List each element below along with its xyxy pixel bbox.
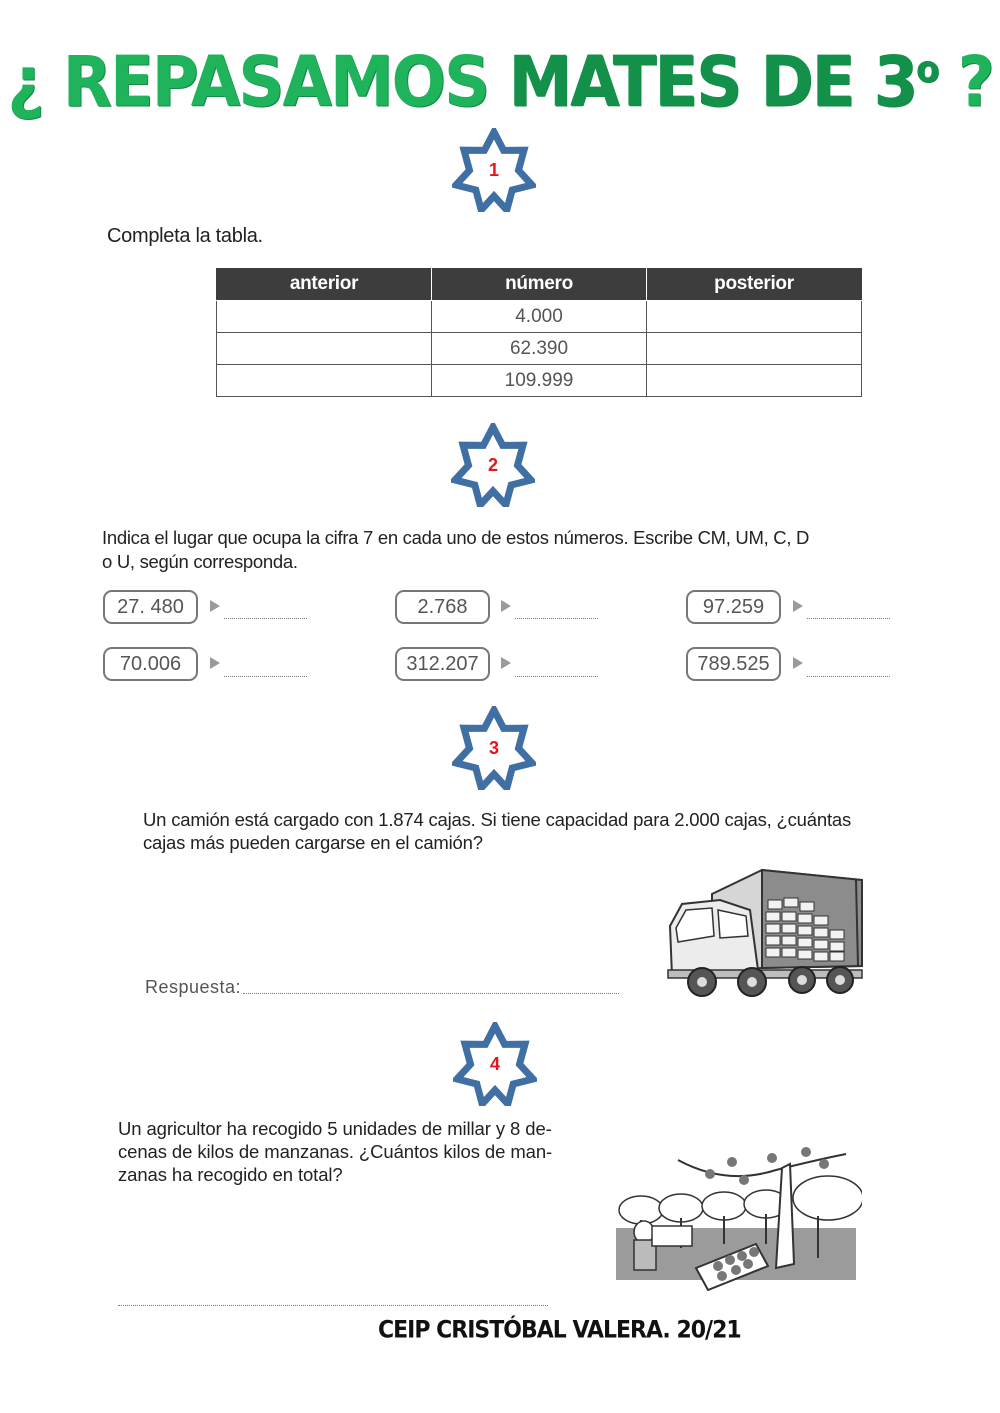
problem-line-2: cajas más pueden cargarse en el camión? — [143, 832, 483, 853]
answer-line[interactable] — [515, 676, 598, 677]
problem-line-2: cenas de kilos de manzanas. ¿Cuántos kilos de man- — [118, 1141, 553, 1162]
answer-line[interactable] — [807, 618, 890, 619]
number-cell: 109.999 — [432, 365, 647, 397]
answer-line[interactable] — [807, 676, 890, 677]
title-part-1: ¿ REPASAMOS — [7, 42, 509, 123]
exercise-2-instruction — [102, 526, 809, 574]
title-part-2: MATES DE 3 — [508, 42, 916, 123]
table-row — [217, 365, 862, 397]
title-superscript: o — [915, 47, 938, 92]
answer-line[interactable] — [224, 676, 307, 677]
truck-with-boxes-illustration — [662, 866, 868, 1000]
table-row — [217, 333, 862, 365]
table-header-row — [217, 268, 862, 301]
answer-line[interactable] — [243, 993, 619, 994]
exercise-number: 3 — [488, 737, 499, 758]
number-box: 312.207 — [395, 647, 490, 681]
instruction-line-2: o U, según corresponda. — [102, 551, 298, 572]
number-box: 789.525 — [686, 647, 781, 681]
number-cell: 62.390 — [432, 333, 647, 365]
page-title — [0, 24, 1000, 128]
answer-line[interactable] — [224, 618, 307, 619]
exercise-number: 1 — [488, 159, 499, 180]
number-box: 70.006 — [103, 647, 198, 681]
problem-line-3: zanas ha recogido en total? — [118, 1164, 343, 1185]
anterior-answer-cell[interactable] — [217, 365, 432, 397]
exercise-1-instruction: Completa la tabla. — [107, 225, 263, 247]
anterior-answer-cell[interactable] — [217, 333, 432, 365]
problem-line-1: Un agricultor ha recogido 5 unidades de millar y 8 de- — [118, 1118, 552, 1139]
exercise-number: 4 — [489, 1053, 500, 1074]
exercise-3-problem — [143, 808, 851, 854]
arrow-right-icon — [793, 657, 803, 669]
number-cell: 4.000 — [432, 301, 647, 333]
number-box: 97.259 — [686, 590, 781, 624]
answer-label: Respuesta: — [145, 977, 242, 997]
arrow-right-icon — [210, 600, 220, 612]
anterior-answer-cell[interactable] — [217, 301, 432, 333]
truck-icon — [662, 866, 868, 1000]
arrow-right-icon — [501, 600, 511, 612]
number-table — [216, 268, 862, 397]
column-header-numero: número — [432, 268, 647, 301]
exercise-1-star-badge — [452, 128, 536, 212]
posterior-answer-cell[interactable] — [647, 365, 862, 397]
posterior-answer-cell[interactable] — [647, 301, 862, 333]
number-box: 2.768 — [395, 590, 490, 624]
exercise-3-star-badge — [452, 706, 536, 790]
column-header-anterior: anterior — [217, 268, 432, 301]
answer-line[interactable] — [118, 1305, 548, 1306]
posterior-answer-cell[interactable] — [647, 333, 862, 365]
arrow-right-icon — [210, 657, 220, 669]
arrow-right-icon — [793, 600, 803, 612]
exercise-2-star-badge — [451, 423, 535, 507]
column-header-posterior: posterior — [647, 268, 862, 301]
arrow-right-icon — [501, 657, 511, 669]
apple-orchard-farmer-illustration — [606, 1140, 862, 1300]
school-footer: CEIP CRISTÓBAL VALERA. 20/21 — [378, 1316, 741, 1345]
exercise-4-star-badge — [453, 1022, 537, 1106]
number-box: 27. 480 — [103, 590, 198, 624]
table-row — [217, 301, 862, 333]
apple-orchard-icon — [606, 1140, 862, 1300]
problem-line-1: Un camión está cargado con 1.874 cajas. Si tiene capacidad para 2.000 cajas, ¿cuántas — [143, 809, 852, 830]
exercise-4-problem — [118, 1117, 552, 1186]
title-part-3: ? — [937, 42, 993, 123]
instruction-line-1: Indica el lugar que ocupa la cifra 7 en cada uno de estos números. Escribe CM, UM, C, D — [102, 527, 810, 548]
exercise-number: 2 — [487, 454, 498, 475]
answer-line[interactable] — [515, 618, 598, 619]
